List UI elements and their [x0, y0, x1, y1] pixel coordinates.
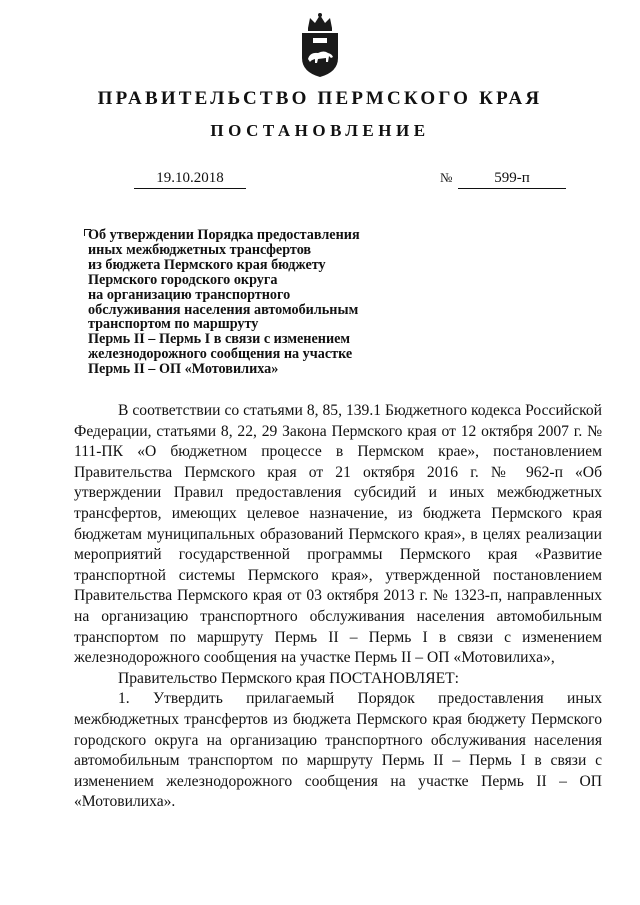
subject-line: Пермь II – ОП «Мотовилиха»	[88, 361, 279, 378]
date-value: 19.10.2018	[156, 170, 224, 186]
document-type: ПОСТАНОВЛЕНИЕ	[210, 121, 430, 140]
subject-line: Пермь II – Пермь I в связи с изменением	[88, 331, 351, 348]
document-body	[74, 401, 602, 813]
subject-line: Пермского городского округа	[88, 271, 278, 288]
item-1-paragraph: 1. Утвердить прилагаемый Порядок предоставления иных межбюджетных трансфертов из бюджета Пермского края бюджету Пермского городского округа на организацию транспортного обслуживания населения автомобильным транспортом по маршруту Пермь II – Пермь I в связи с изменением железнодорожного сообщения на участке Пермь II – ОП «Мотовилиха».	[74, 690, 602, 811]
subject-line: железнодорожного сообщения на участке	[88, 346, 353, 363]
subject-line: Об утверждении Порядка предоставления	[88, 227, 360, 243]
number-field	[458, 170, 566, 189]
subject-line: иных межбюджетных трансфертов	[88, 241, 312, 258]
decree-paragraph: Правительство Пермского края ПОСТАНОВЛЯЕТ:	[118, 669, 459, 687]
number-sign: №	[440, 170, 453, 185]
date-field	[134, 170, 246, 189]
subject-line: из бюджета Пермского края бюджету	[88, 256, 326, 273]
subject-line: на организацию транспортного	[88, 286, 291, 303]
government-title: ПРАВИТЕЛЬСТВО ПЕРМСКОГО КРАЯ	[97, 88, 543, 109]
number-value: 599-п	[494, 170, 530, 186]
preamble-paragraph: В соответствии со статьями 8, 85, 139.1 Бюджетного кодекса Российской Федерации, статьями 8, 22, 29 Закона Пермского края от 12 октября 2007 г. № 111-ПК «О бюджетном процессе в Пермском крае», постановлением Правительства Пермского края от 21 октября 2016 г. № 962-п «Об утверждении Правил предоставления субсидий и иных межбюджетных трансфертов, имеющих целевое назначение, из бюджета Пермского края бюджетам муниципальных образований Пермского края», в целях реализации мероприятий государственной программы Пермского края «Развитие транспортной системы Пермского края», утвержденной постановлением Правительства Пермского края от 03 октября 2013 г. № 1323-п, направленных на организацию транспортного обслуживания населения автомобильным транспортом по маршруту Пермь II – Пермь I в связи с изменением железнодорожного сообщения на участке Пермь II – ОП «Мотовилиха»,	[74, 402, 602, 667]
document-subject	[88, 228, 408, 377]
subject-line: транспортом по маршруту	[88, 316, 259, 333]
coat-of-arms-icon	[298, 12, 342, 78]
subject-line: обслуживания населения автомобильным	[88, 301, 359, 318]
